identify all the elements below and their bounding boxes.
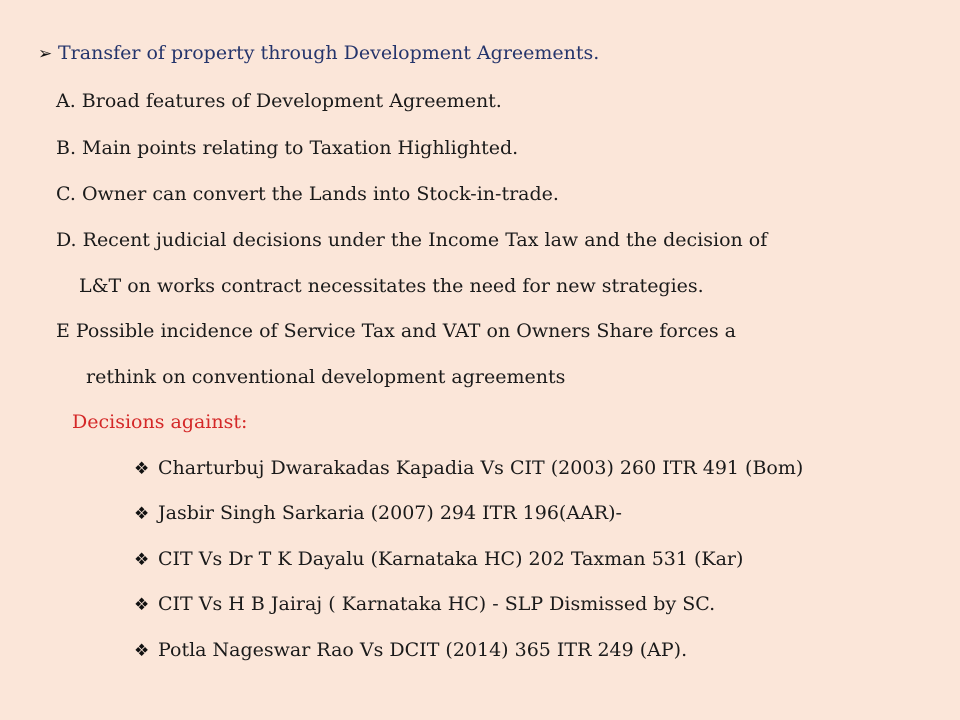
- case-item: [134, 455, 803, 482]
- case-item: [134, 637, 687, 664]
- diamond-bullet-icon: ❖: [134, 595, 150, 615]
- case-item: [134, 546, 743, 573]
- case-text: Potla Nageswar Rao Vs DCIT (2014) 365 ITR 249 (AP).: [158, 639, 688, 661]
- case-text: Jasbir Singh Sarkaria (2007) 294 ITR 196(AAR)-: [158, 502, 622, 524]
- case-text: CIT Vs Dr T K Dayalu (Karnataka HC) 202 Taxman 531 (Kar): [158, 548, 744, 570]
- arrow-bullet-icon: ➢: [38, 44, 53, 64]
- point-e-line1: E Possible incidence of Service Tax and VAT on Owners Share forces a: [56, 320, 736, 342]
- case-item: [134, 591, 715, 618]
- main-heading-text: Transfer of property through Development Agreements.: [58, 42, 600, 64]
- case-text: Charturbuj Dwarakadas Kapadia Vs CIT (2003) 260 ITR 491 (Bom): [158, 457, 804, 479]
- diamond-bullet-icon: ❖: [134, 641, 150, 661]
- point-d-line1: D. Recent judicial decisions under the Income Tax law and the decision of: [56, 229, 768, 251]
- main-heading: [38, 40, 599, 67]
- point-a: A. Broad features of Development Agreement.: [56, 90, 502, 112]
- point-e-line2: rethink on conventional development agreements: [86, 366, 566, 388]
- diamond-bullet-icon: ❖: [134, 459, 150, 479]
- point-b: B. Main points relating to Taxation Highlighted.: [56, 137, 519, 159]
- diamond-bullet-icon: ❖: [134, 504, 150, 524]
- decisions-heading: Decisions against:: [72, 411, 248, 433]
- diamond-bullet-icon: ❖: [134, 550, 150, 570]
- point-c: C. Owner can convert the Lands into Stock-in-trade.: [56, 183, 559, 205]
- point-d-line2: L&T on works contract necessitates the need for new strategies.: [79, 275, 704, 297]
- case-text: CIT Vs H B Jairaj ( Karnataka HC) - SLP Dismissed by SC.: [158, 593, 716, 615]
- case-item: [134, 500, 622, 527]
